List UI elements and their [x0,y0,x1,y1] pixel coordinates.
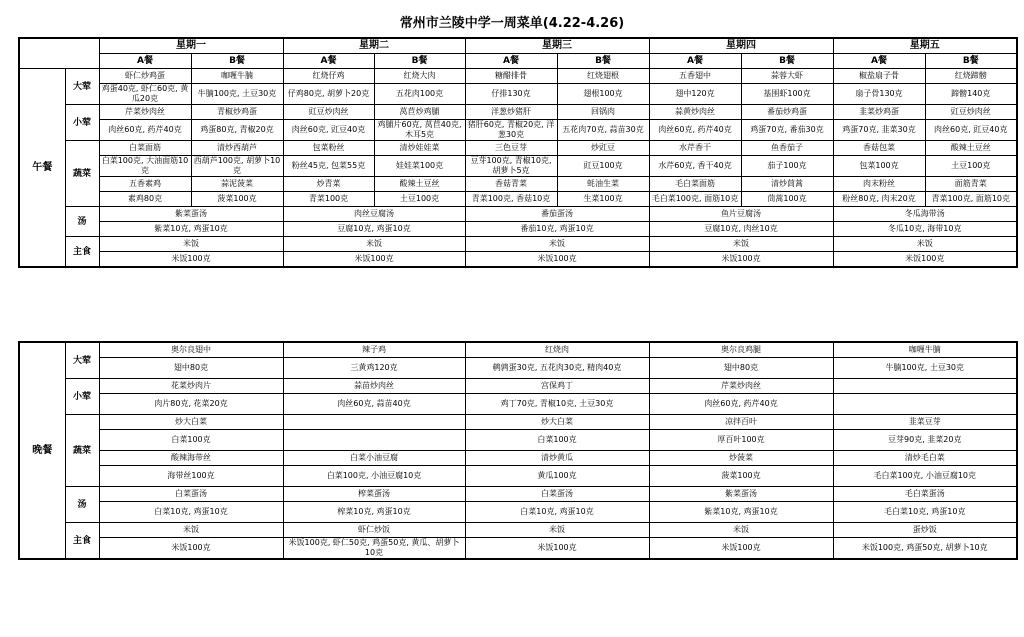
dish-ingredients: 白菜100克 [99,430,283,451]
dish-name: 米饭 [283,237,465,252]
dish-ingredients: 五花肉100克 [374,84,465,105]
dish-name: 蒜泥菠菜 [191,177,283,192]
lunch-table [18,37,1018,268]
dish-name: 肉丝豆腐汤 [283,207,465,222]
dish-name: 红烧肉 [465,342,649,358]
col-b-header: B餐 [191,54,283,69]
dish-ingredients: 肉片80克, 花菜20克 [99,394,283,415]
dish-ingredients: 米饭100克 [283,252,465,268]
dish-ingredients: 翅中80克 [649,358,833,379]
dish-ingredients: 土豆100克 [925,156,1017,177]
category-label: 大荤 [65,69,99,105]
dish-ingredients: 榨菜10克, 鸡蛋10克 [283,502,465,523]
dish-name: 辣子鸡 [283,342,465,358]
dish-name: 米饭 [649,237,833,252]
dish-ingredients: 紫菜10克, 鸡蛋10克 [649,502,833,523]
dish-ingredients: 厚百叶100克 [649,430,833,451]
dish-ingredients: 米饭100克, 鸡蛋50克, 胡萝卜10克 [833,538,1017,560]
dish-name: 凉拌百叶 [649,415,833,430]
dish-ingredients: 猪肝60克, 青椒20克, 洋葱30克 [465,120,557,141]
dish-name: 米饭 [99,237,283,252]
dish-ingredients: 毛白菜100克, 面筋10克 [649,192,741,207]
dish-name: 宫保鸡丁 [465,379,649,394]
category-label: 大荤 [65,342,99,379]
dish-ingredients: 扇子骨130克 [833,84,925,105]
dish-name: 番茄蛋汤 [465,207,649,222]
dish-ingredients: 翅根100克 [557,84,649,105]
dish-name: 米饭 [465,523,649,538]
dish-name: 椒盐扇子骨 [833,69,925,84]
dish-name: 红烧仔鸡 [283,69,374,84]
dish-name: 花菜炒肉片 [99,379,283,394]
dish-name: 糖醋排骨 [465,69,557,84]
dish-ingredients: 仔鸡80克, 胡萝卜20克 [283,84,374,105]
dish-name: 咖喱牛腩 [191,69,283,84]
dish-name: 毛白菜面筋 [649,177,741,192]
dish-name: 炒豇豆 [557,141,649,156]
dish-ingredients: 白菜10克, 鸡蛋10克 [465,502,649,523]
dish-ingredients: 西葫芦100克, 胡萝卜10克 [191,156,283,177]
dish-name: 面筋青菜 [925,177,1017,192]
col-b-header: B餐 [925,54,1017,69]
dinner-table [18,341,1018,560]
dish-ingredients: 肉丝60克, 豇豆40克 [925,120,1017,141]
dish-ingredients: 豆芽90克, 韭菜20克 [833,430,1017,451]
dish-ingredients: 青菜100克, 香菇10克 [465,192,557,207]
dish-ingredients: 黄瓜100克 [465,466,649,487]
dish-name: 炒大白菜 [465,415,649,430]
dish-name: 米饭 [99,523,283,538]
dish-name: 香菇包菜 [833,141,925,156]
col-b-header: B餐 [557,54,649,69]
day-header: 星期一 [99,38,283,54]
dinner-label: 晚餐 [19,342,65,559]
dish-ingredients: 翅中80克 [99,358,283,379]
col-a-header: A餐 [465,54,557,69]
dish-name: 莴苣炒鸡脯 [374,105,465,120]
dish-ingredients [833,394,1017,415]
dish-ingredients: 白菜100克, 大油面筋10克 [99,156,191,177]
category-label: 主食 [65,237,99,268]
col-a-header: A餐 [649,54,741,69]
dish-ingredients: 包菜100克 [833,156,925,177]
dish-name: 酸辣土豆丝 [374,177,465,192]
dish-name: 酸辣土豆丝 [925,141,1017,156]
dish-ingredients: 豇豆100克 [557,156,649,177]
dish-name: 水芹香干 [649,141,741,156]
dish-name: 奥尔良鸡腿 [649,342,833,358]
dish-name: 奥尔良翅中 [99,342,283,358]
dish-name: 鱼片豆腐汤 [649,207,833,222]
dish-ingredients: 冬瓜10克, 海带10克 [833,222,1017,237]
dish-name: 包菜粉丝 [283,141,374,156]
dish-name: 白菜面筋 [99,141,191,156]
dish-name: 蒜苗炒肉丝 [283,379,465,394]
dish-ingredients: 菠菜100克 [649,466,833,487]
dish-ingredients: 生菜100克 [557,192,649,207]
dish-name: 毛白菜蛋汤 [833,487,1017,502]
dish-name: 白菜小油豆腐 [283,451,465,466]
dish-name: 白菜蛋汤 [465,487,649,502]
dish-name: 炒菠菜 [649,451,833,466]
dish-ingredients: 白菜100克, 小油豆腐10克 [283,466,465,487]
dish-name: 青椒炒鸡蛋 [191,105,283,120]
dish-ingredients [283,430,465,451]
dish-ingredients: 米饭100克 [99,252,283,268]
dish-name: 清炒娃娃菜 [374,141,465,156]
col-a-header: A餐 [99,54,191,69]
dish-name: 白菜蛋汤 [99,487,283,502]
dish-ingredients: 豆芽100克, 青椒10克, 胡萝卜5克 [465,156,557,177]
dish-name: 三色豆芽 [465,141,557,156]
dish-ingredients: 茼蒿100克 [741,192,833,207]
dish-ingredients: 鸡蛋70克, 韭菜30克 [833,120,925,141]
day-header: 星期二 [283,38,465,54]
dish-name: 红烧蹄髈 [925,69,1017,84]
dish-ingredients: 米饭100克 [649,252,833,268]
day-header: 星期四 [649,38,833,54]
dish-ingredients: 米饭100克 [649,538,833,560]
dish-name: 芹菜炒肉丝 [649,379,833,394]
dish-name: 肉末粉丝 [833,177,925,192]
dish-ingredients: 土豆100克 [374,192,465,207]
dish-name [283,415,465,430]
dish-ingredients: 海带丝100克 [99,466,283,487]
dish-name: 米饭 [465,237,649,252]
dish-name: 红烧翅根 [557,69,649,84]
dish-name: 咖喱牛腩 [833,342,1017,358]
dish-ingredients: 紫菜10克, 鸡蛋10克 [99,222,283,237]
page-title: 常州市兰陵中学一周菜单(4.22-4.26) [399,16,625,31]
dish-name: 清炒黄瓜 [465,451,649,466]
dish-name: 蒜蓉大虾 [741,69,833,84]
dish-name: 冬瓜海带汤 [833,207,1017,222]
dish-name [833,379,1017,394]
dish-name: 紫菜蛋汤 [99,207,283,222]
dish-ingredients: 白菜10克, 鸡蛋10克 [99,502,283,523]
dish-ingredients: 肉丝60克, 豇豆40克 [283,120,374,141]
dish-ingredients: 五花肉70克, 蒜苗30克 [557,120,649,141]
category-label: 蔬菜 [65,415,99,487]
dish-name: 韭菜豆芽 [833,415,1017,430]
dish-ingredients: 鸡丁70克, 青椒10克, 土豆30克 [465,394,649,415]
category-label: 主食 [65,523,99,560]
dish-name: 清炒毛白菜 [833,451,1017,466]
dish-ingredients: 番茄10克, 鸡蛋10克 [465,222,649,237]
dish-ingredients: 粉丝80克, 肉末20克 [833,192,925,207]
col-a-header: A餐 [833,54,925,69]
col-a-header: A餐 [283,54,374,69]
dish-name: 紫菜蛋汤 [649,487,833,502]
day-header: 星期五 [833,38,1017,54]
dish-ingredients: 基围虾100克 [741,84,833,105]
dish-ingredients: 蹄髈140克 [925,84,1017,105]
dish-name: 炒大白菜 [99,415,283,430]
dish-name: 洋葱炒猪肝 [465,105,557,120]
dish-ingredients: 鸡蛋80克, 青椒20克 [191,120,283,141]
dish-name: 酸辣海带丝 [99,451,283,466]
dish-name: 豇豆炒肉丝 [283,105,374,120]
dish-ingredients: 素鸡80克 [99,192,191,207]
dish-ingredients: 米饭100克, 虾仁50克, 鸡蛋50克, 黄瓜、胡萝卜10克 [283,538,465,560]
dish-ingredients: 鸡脯片60克, 莴苣40克, 木耳5克 [374,120,465,141]
dish-ingredients: 翅中120克 [649,84,741,105]
dish-ingredients: 三黄鸡120克 [283,358,465,379]
dish-name: 五香翅中 [649,69,741,84]
dish-ingredients: 鸡蛋70克, 番茄30克 [741,120,833,141]
dish-ingredients: 仔排130克 [465,84,557,105]
dish-ingredients: 豆腐10克, 肉丝10克 [649,222,833,237]
category-label: 汤 [65,207,99,237]
dish-ingredients: 水芹60克, 香干40克 [649,156,741,177]
col-b-header: B餐 [741,54,833,69]
dish-name: 米饭 [649,523,833,538]
dish-ingredients: 青菜100克, 面筋10克 [925,192,1017,207]
dish-name: 虾仁炒饭 [283,523,465,538]
dish-ingredients: 米饭100克 [465,252,649,268]
dish-ingredients: 鹌鹑蛋30克, 五花肉30克, 精肉40克 [465,358,649,379]
dish-ingredients: 肉丝60克, 蒜苗40克 [283,394,465,415]
dish-name: 五香素鸡 [99,177,191,192]
dish-ingredients: 菠菜100克 [191,192,283,207]
dish-name: 香菇青菜 [465,177,557,192]
dish-name: 回锅肉 [557,105,649,120]
dish-ingredients: 肉丝60克, 药芹40克 [649,394,833,415]
dish-ingredients: 肉丝60克, 药芹40克 [99,120,191,141]
category-label: 蔬菜 [65,141,99,207]
dish-ingredients: 白菜100克 [465,430,649,451]
dish-name: 蛋炒饭 [833,523,1017,538]
dish-name: 蚝油生菜 [557,177,649,192]
dish-name: 清炒茼蒿 [741,177,833,192]
lunch-label: 午餐 [19,69,65,268]
category-label: 汤 [65,487,99,523]
dish-name: 米饭 [833,237,1017,252]
col-b-header: B餐 [374,54,465,69]
dish-name: 鱼香茄子 [741,141,833,156]
dish-name: 清炒西葫芦 [191,141,283,156]
dish-ingredients: 肉丝60克, 药芹40克 [649,120,741,141]
dish-ingredients: 米饭100克 [465,538,649,560]
dish-ingredients: 毛白菜100克, 小油豆腐10克 [833,466,1017,487]
dish-ingredients: 豆腐10克, 鸡蛋10克 [283,222,465,237]
dish-name: 炒青菜 [283,177,374,192]
dish-ingredients: 鸡蛋40克, 虾仁60克, 黄瓜20克 [99,84,191,105]
dish-ingredients: 粉丝45克, 包菜55克 [283,156,374,177]
dish-ingredients: 米饭100克 [99,538,283,560]
dish-name: 韭菜炒鸡蛋 [833,105,925,120]
dish-ingredients: 牛腩100克, 土豆30克 [191,84,283,105]
dish-ingredients: 茄子100克 [741,156,833,177]
dish-name: 番茄炒鸡蛋 [741,105,833,120]
day-header: 星期三 [465,38,649,54]
dish-name: 豇豆炒肉丝 [925,105,1017,120]
dish-ingredients: 青菜100克 [283,192,374,207]
dish-name: 虾仁炒鸡蛋 [99,69,191,84]
dish-ingredients: 娃娃菜100克 [374,156,465,177]
dish-name: 红烧大肉 [374,69,465,84]
dish-ingredients: 牛腩100克, 土豆30克 [833,358,1017,379]
corner-cell [19,38,99,69]
category-label: 小荤 [65,379,99,415]
category-label: 小荤 [65,105,99,141]
dish-name: 蒜黄炒肉丝 [649,105,741,120]
dish-name: 榨菜蛋汤 [283,487,465,502]
dish-ingredients: 毛白菜10克, 鸡蛋10克 [833,502,1017,523]
dish-ingredients: 米饭100克 [833,252,1017,268]
dish-name: 芹菜炒肉丝 [99,105,191,120]
